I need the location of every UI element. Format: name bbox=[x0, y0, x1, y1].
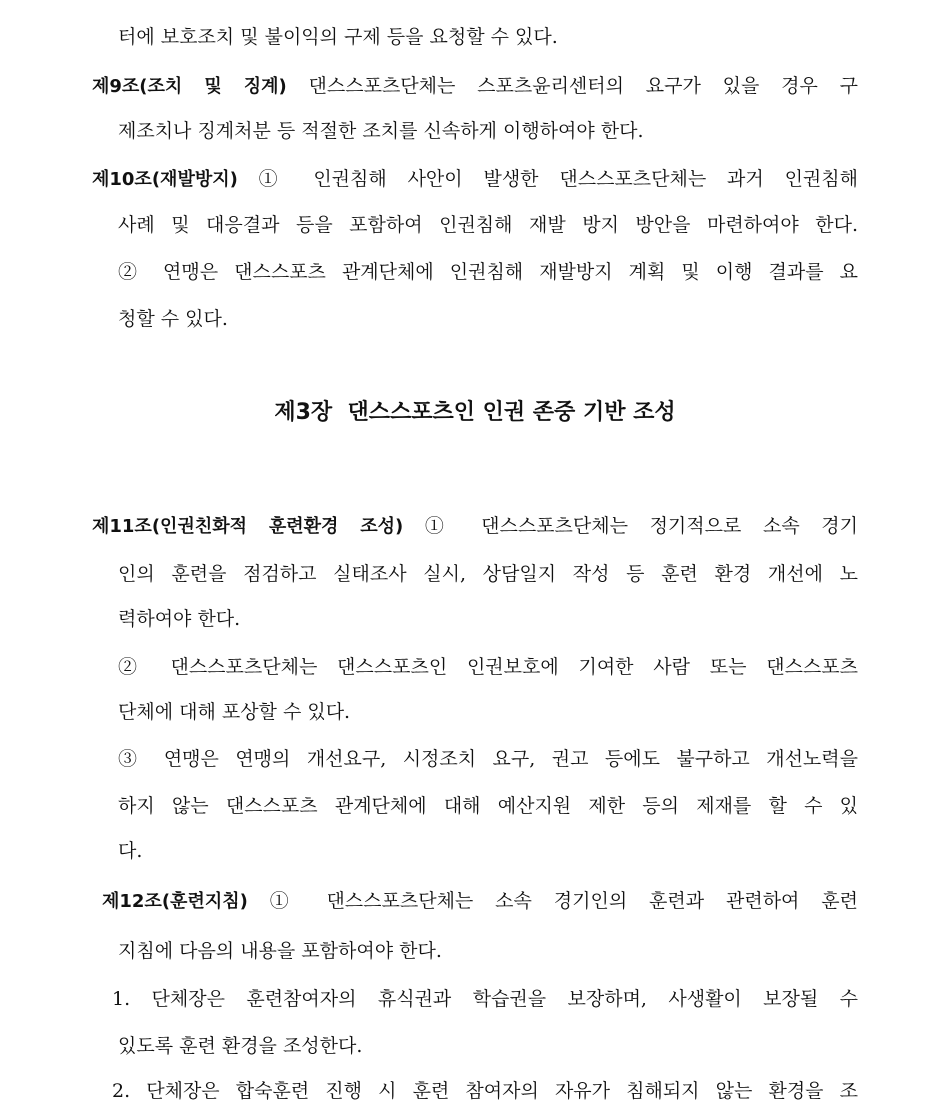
text: 력하여야 한다. bbox=[118, 608, 241, 630]
article-9 bbox=[92, 75, 858, 98]
chapter-title: 제3장 댄스스포츠인 인권 존중 기반 조성 bbox=[274, 400, 676, 425]
text: 2. 단체장은 합숙훈련 진행 시 훈련 참여자의 자유가 침해되지 않는 환경을 조 bbox=[112, 1080, 858, 1102]
article-10 bbox=[92, 168, 858, 191]
text-line bbox=[118, 214, 858, 236]
text-line bbox=[118, 261, 858, 283]
text-line bbox=[118, 795, 858, 817]
text: 터에 보호조치 및 불이익의 구제 등을 요청할 수 있다. bbox=[118, 26, 558, 48]
text: 지침에 다음의 내용을 포함하여야 한다. bbox=[118, 940, 442, 962]
list-item-1 bbox=[112, 988, 858, 1010]
text: 다. bbox=[118, 840, 143, 862]
text: ② 댄스스포츠단체는 댄스스포츠인 인권보호에 기여한 사람 또는 댄스스포츠 bbox=[118, 656, 858, 678]
text-line bbox=[118, 748, 858, 770]
text-line bbox=[118, 608, 240, 630]
text-line bbox=[118, 308, 228, 330]
article-12-heading: 제12조(훈련지침) bbox=[102, 891, 248, 912]
text-line bbox=[118, 26, 558, 48]
text-line bbox=[118, 840, 142, 862]
text: 청할 수 있다. bbox=[118, 308, 228, 330]
text: ③ 연맹은 연맹의 개선요구, 시정조치 요구, 권고 등에도 불구하고 개선노력을 bbox=[118, 748, 858, 770]
article-10-text: ① 인권침해 사안이 발생한 댄스스포츠단체는 과거 인권침해 bbox=[237, 168, 858, 190]
text-line bbox=[118, 120, 644, 142]
list-item-2 bbox=[112, 1080, 858, 1102]
text-line bbox=[118, 1035, 362, 1057]
text-line bbox=[118, 940, 442, 962]
text: 인의 훈련을 점검하고 실태조사 실시, 상담일지 작성 등 훈련 환경 개선에 노 bbox=[118, 563, 858, 585]
text: 있도록 훈련 환경을 조성한다. bbox=[118, 1035, 363, 1057]
text-line bbox=[118, 563, 858, 585]
text: 사례 및 대응결과 등을 포함하여 인권침해 재발 방지 방안을 마련하여야 한다. bbox=[118, 214, 858, 236]
article-11 bbox=[92, 515, 858, 538]
article-11-text: ① 댄스스포츠단체는 정기적으로 소속 경기 bbox=[403, 515, 859, 537]
text: ② 연맹은 댄스스포츠 관계단체에 인권침해 재발방지 계획 및 이행 결과를 요 bbox=[118, 261, 858, 283]
text: 제조치나 징계처분 등 적절한 조치를 신속하게 이행하여야 한다. bbox=[118, 120, 644, 142]
text: 1. 단체장은 훈련참여자의 휴식권과 학습권을 보장하며, 사생활이 보장될 수 bbox=[112, 988, 858, 1010]
article-9-heading: 제9조(조치 및 징계) bbox=[92, 76, 287, 97]
text-line bbox=[118, 701, 350, 723]
text-line bbox=[118, 656, 858, 678]
article-12 bbox=[102, 890, 858, 913]
article-12-text: ① 댄스스포츠단체는 소속 경기인의 훈련과 관련하여 훈련 bbox=[247, 890, 858, 912]
text: 하지 않는 댄스스포츠 관계단체에 대해 예산지원 제한 등의 제재를 할 수 있 bbox=[118, 795, 858, 817]
article-9-text: 댄스스포츠단체는 스포츠윤리센터의 요구가 있을 경우 구 bbox=[286, 75, 858, 97]
article-10-heading: 제10조(재발방지) bbox=[92, 169, 238, 190]
article-11-heading: 제11조(인권친화적 훈련환경 조성) bbox=[92, 516, 404, 537]
text: 단체에 대해 포상할 수 있다. bbox=[118, 701, 351, 723]
